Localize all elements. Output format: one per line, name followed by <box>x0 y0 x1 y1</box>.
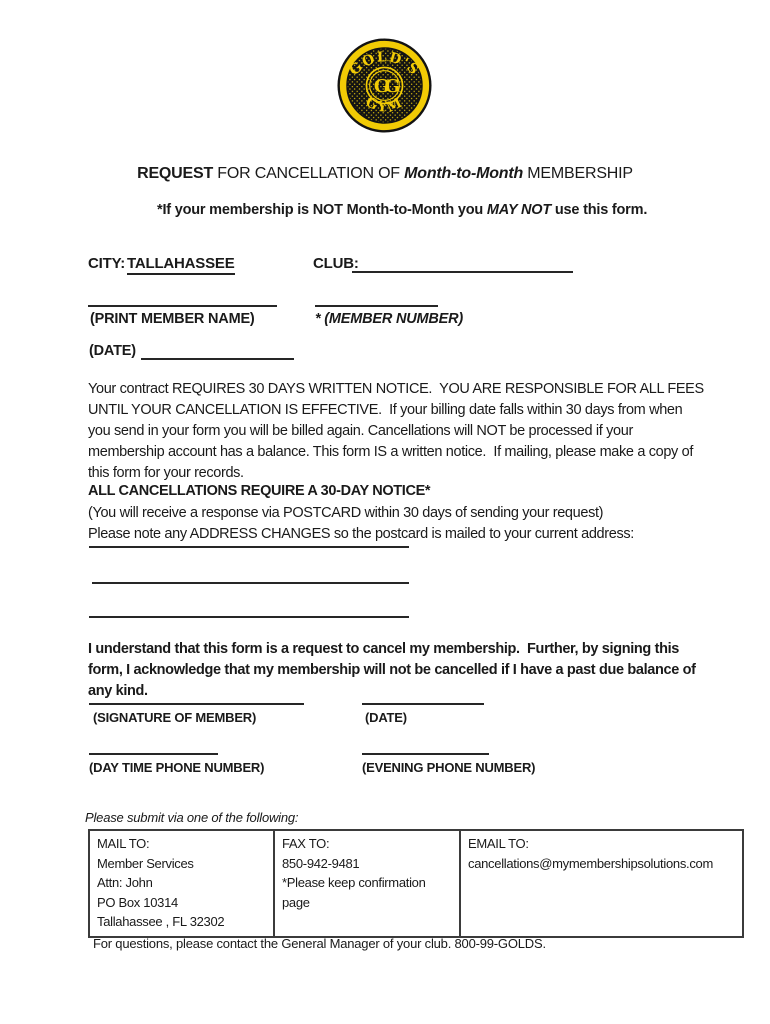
cancellation-note-postcard: (You will receive a response via POSTCARD within 30 days of sending your request) <box>88 504 604 521</box>
print-member-name-label: (PRINT MEMBER NAME) <box>90 311 255 327</box>
evening-phone-label: (EVENING PHONE NUMBER) <box>362 760 536 775</box>
day-phone-label: (DAY TIME PHONE NUMBER) <box>89 760 265 775</box>
cancellation-heading: ALL CANCELLATIONS REQUIRE A 30-DAY NOTICE* <box>88 483 431 499</box>
date-label: (DATE) <box>89 343 136 359</box>
title-month-to-month: Month-to-Month <box>404 165 524 182</box>
day-phone-blank-line <box>89 738 218 755</box>
fax-to-line: page <box>282 894 310 910</box>
warning-lead: *If your membership is NOT Month-to-Month you <box>157 202 487 218</box>
evening-phone-blank-line <box>362 738 489 755</box>
submit-options-table <box>88 829 744 938</box>
fax-to-line: *Please keep confirmation <box>282 875 426 890</box>
acknowledgement-paragraph: I understand that this form is a request to cancel my membership. Further, by signing this form, I acknowledge that my membership will not be cancelled if I have a past due balance of any kind. <box>88 641 700 699</box>
submit-instructions: Please submit via one of the following: <box>85 810 299 825</box>
email-to-header: EMAIL TO: <box>468 836 529 851</box>
warning-may-not: MAY NOT <box>486 202 552 218</box>
cancellation-section <box>88 481 708 546</box>
member-number-blank-line <box>315 290 438 307</box>
fax-to-cell <box>274 830 460 937</box>
city-label: CITY: <box>88 255 126 272</box>
address-blank-line-1 <box>89 546 409 548</box>
address-blank-line-3 <box>89 616 409 618</box>
mail-to-line: Tallahassee , FL 32302 <box>97 914 225 929</box>
golds-gym-logo-icon <box>337 38 432 133</box>
mail-to-line: PO Box 10314 <box>97 894 178 910</box>
footer-note: For questions, please contact the General Manager of your club. 800-99-GOLDS. <box>93 936 546 951</box>
logo-top-text: GOLD'S <box>346 49 423 79</box>
email-to-cell <box>460 830 743 937</box>
signature-blank-line <box>89 688 304 705</box>
address-blank-line-2 <box>92 582 409 584</box>
mail-to-cell <box>89 830 274 937</box>
fax-number: 850-942-9481 <box>282 855 360 871</box>
table-row <box>89 830 743 937</box>
title-membership: MEMBERSHIP <box>523 165 633 182</box>
mail-to-line: Member Services <box>97 855 194 871</box>
notice-paragraph: Your contract REQUIRES 30 DAYS WRITTEN NOTICE. YOU ARE RESPONSIBLE FOR ALL FEES UNTIL YOUR CANCELLATION IS EFFECTIVE. If your billing date falls within 30 days from when you send in your form you will be billed again. Cancellations will NOT be processed if your membership account has a balance. This form IS a written notice. If mailing, please make a copy of this form for your records. <box>88 381 708 481</box>
fax-to-header: FAX TO: <box>282 836 330 851</box>
logo-monogram: GG <box>373 76 396 98</box>
warning-tail: use this form. <box>551 202 648 218</box>
email-address: cancellations@mymembershipsolutions.com <box>468 855 713 871</box>
date-blank-line <box>141 343 294 360</box>
cancellation-note-address: Please note any ADDRESS CHANGES so the postcard is mailed to your current address: <box>88 526 634 542</box>
club-blank-line <box>352 256 573 273</box>
logo-bottom-text: GYM <box>362 94 407 116</box>
club-label: CLUB: <box>313 255 359 272</box>
city-value: TALLAHASSEE <box>127 255 235 275</box>
form-title <box>0 165 770 183</box>
title-request: REQUEST <box>137 165 214 182</box>
mail-to-header: MAIL TO: <box>97 836 150 851</box>
signature-label: (SIGNATURE OF MEMBER) <box>93 710 257 725</box>
member-number-label: * (MEMBER NUMBER) <box>315 311 464 327</box>
title-mid: FOR CANCELLATION OF <box>213 165 405 182</box>
mail-to-line: Attn: John <box>97 875 153 890</box>
signature-date-blank-line <box>362 688 484 705</box>
member-name-blank-line <box>88 290 277 307</box>
signature-date-label: (DATE) <box>365 710 407 725</box>
form-warning <box>157 202 647 218</box>
